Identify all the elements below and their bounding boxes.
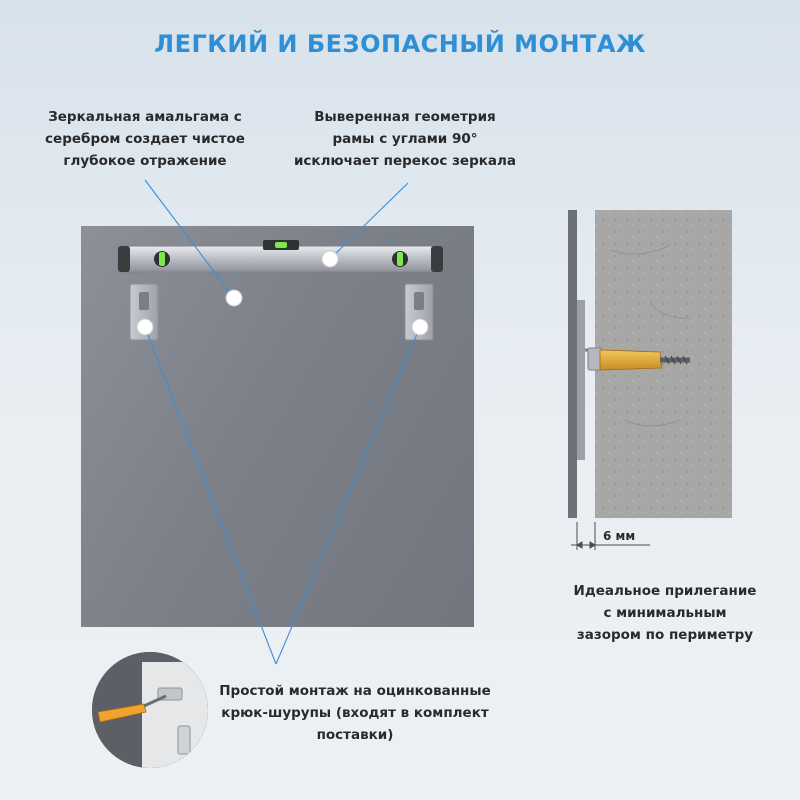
caption-mount — [200, 680, 510, 746]
caption-line: зазором по периметру — [576, 627, 754, 643]
caption-line: поставки) — [316, 727, 394, 743]
page-title: ЛЕГКИЙ И БЕЗОПАСНЫЙ МОНТАЖ — [154, 30, 646, 58]
caption-line: Простой монтаж на оцинкованные — [219, 683, 491, 699]
caption-line: с минимальным — [603, 605, 727, 621]
caption-line: Выверенная геометрия — [314, 109, 496, 125]
gap-size-label: 6 мм — [603, 529, 636, 543]
spirit-level-icon — [118, 240, 443, 272]
caption-line: крюк-шурупы (входят в комплект — [221, 705, 489, 721]
mount-detail-inset — [92, 652, 208, 768]
caption-line: исключает перекос зеркала — [293, 153, 517, 169]
caption-line: глубокое отражение — [63, 153, 227, 169]
caption-line: серебром создает чистое — [45, 131, 245, 147]
caption-line: Идеальное прилегание — [573, 583, 757, 599]
caption-line: рамы с углами 90° — [332, 131, 478, 147]
caption-fit — [530, 580, 800, 646]
caption-line: Зеркальная амальгама с — [48, 109, 242, 125]
wall-bracket-icon — [130, 284, 433, 340]
